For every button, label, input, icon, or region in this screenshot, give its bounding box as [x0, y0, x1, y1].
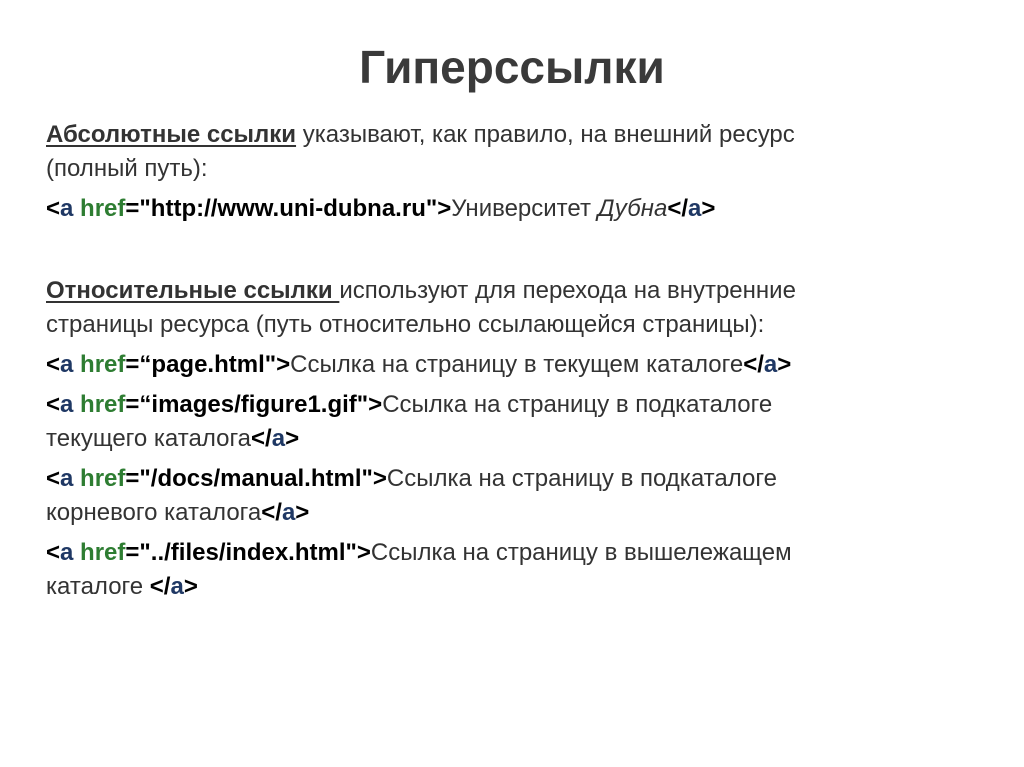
code-eq-quote: ="	[125, 195, 151, 222]
code-close-quote: ">	[264, 351, 291, 378]
link-text: Ссылка на страницу в вышележащем	[370, 539, 792, 566]
code-href-value: http://www.uni-dubna.ru	[150, 195, 426, 222]
link-text: Ссылка на страницу в подкаталоге	[382, 391, 773, 418]
code-tag-name: a	[60, 539, 74, 566]
code-end-open: </	[667, 195, 689, 222]
code-eq-quote: =“	[125, 391, 152, 418]
relative-term: Относительные ссылки	[46, 277, 340, 304]
relative-example-2	[46, 388, 976, 422]
code-close-quote: ">	[425, 195, 452, 222]
code-href-value: page.html	[151, 351, 265, 378]
code-eq-quote: ="	[125, 539, 151, 566]
relative-example-4-cont	[46, 570, 976, 604]
code-close-quote: ">	[356, 391, 383, 418]
absolute-desc-text: указывают, как правило, на внешний ресурс	[302, 121, 795, 148]
relative-example-1	[46, 348, 976, 382]
link-text-cont: каталоге	[46, 573, 150, 600]
code-tag-name: a	[60, 391, 74, 418]
relative-desc-line1	[46, 274, 976, 308]
code-tag-name: a	[60, 465, 74, 492]
code-end-tag: a	[688, 195, 702, 222]
code-attr-name: href	[80, 465, 126, 492]
code-end-close: >	[701, 195, 716, 222]
code-end-open: </	[743, 351, 764, 378]
absolute-example	[46, 192, 976, 226]
absolute-desc-line1	[46, 118, 976, 152]
code-open-bracket: <	[46, 465, 61, 492]
code-end-close: >	[295, 499, 310, 526]
code-end-close: >	[777, 351, 792, 378]
code-tag-name: a	[60, 195, 74, 222]
code-end-open: </	[251, 425, 272, 452]
slide-title: Гиперссылки	[359, 41, 665, 93]
code-end-close: >	[183, 573, 198, 600]
relative-desc-line2: страницы ресурса (путь относительно ссылающейся страницы):	[46, 311, 765, 338]
code-end-open: </	[261, 499, 282, 526]
code-attr-name: href	[80, 351, 126, 378]
relative-desc-text: используют для перехода на внутренние	[339, 277, 796, 304]
code-open-bracket: <	[46, 539, 61, 566]
relative-example-3-cont	[46, 496, 976, 530]
code-href-value: images/figure1.gif	[151, 391, 357, 418]
relative-example-2-cont	[46, 422, 976, 456]
absolute-desc-line2: (полный путь):	[46, 155, 208, 182]
link-text-italic: Дубна	[597, 195, 668, 222]
link-text-cont: корневого каталога	[46, 499, 262, 526]
code-end-tag: a	[281, 499, 296, 526]
code-close-quote: ">	[345, 539, 371, 566]
relative-example-3	[46, 462, 976, 496]
relative-example-4	[46, 536, 976, 570]
code-close-quote: ">	[361, 465, 387, 492]
code-href-value: /docs/manual.html	[150, 465, 362, 492]
code-end-tag: a	[170, 573, 184, 600]
link-text-cont: текущего каталога	[46, 425, 252, 452]
link-text: Ссылка на страницу в текущем каталоге	[290, 351, 744, 378]
code-eq-quote: ="	[125, 465, 151, 492]
code-end-open: </	[149, 573, 171, 600]
code-href-value: ../files/index.html	[150, 539, 346, 566]
code-end-tag: a	[271, 425, 286, 452]
slide-content	[46, 118, 976, 604]
code-eq-quote: =“	[125, 351, 152, 378]
absolute-term: Абсолютные ссылки	[46, 121, 297, 148]
code-open-bracket: <	[46, 195, 61, 222]
code-open-bracket: <	[46, 351, 61, 378]
code-attr-name: href	[80, 195, 126, 222]
code-attr-name: href	[80, 391, 126, 418]
link-text: Университет	[451, 195, 598, 222]
code-attr-name: href	[80, 539, 126, 566]
code-end-close: >	[285, 425, 300, 452]
code-open-bracket: <	[46, 391, 61, 418]
link-text: Ссылка на страницу в подкаталоге	[386, 465, 777, 492]
code-tag-name: a	[60, 351, 74, 378]
code-end-tag: a	[763, 351, 778, 378]
